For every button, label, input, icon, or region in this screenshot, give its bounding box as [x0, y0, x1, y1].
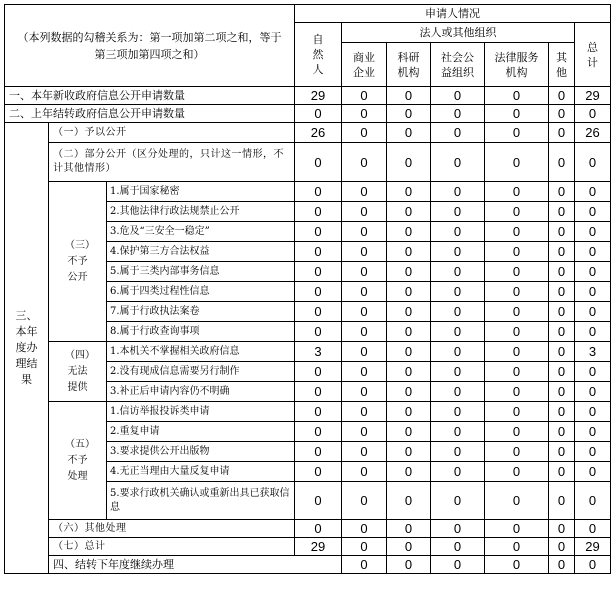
row-label: 4.无正当理由大量反复申请	[107, 462, 295, 482]
natural-person-header: 自然人	[295, 23, 342, 87]
table-row	[5, 538, 611, 556]
row-label: 8.属于行政查询事项	[107, 322, 295, 342]
value-cell: 0	[549, 362, 575, 382]
value-cell: 0	[342, 302, 387, 322]
table-row	[5, 520, 611, 538]
value-cell: 0	[575, 242, 611, 262]
value-cell: 0	[295, 382, 342, 402]
value-cell: 0	[549, 282, 575, 302]
value-cell: 0	[431, 556, 485, 574]
row-label: （二）部分公开（区分处理的，只计这一情形，不计其他情形）	[49, 143, 295, 182]
value-cell: 0	[431, 382, 485, 402]
value-cell: 0	[387, 322, 431, 342]
value-cell: 0	[485, 105, 549, 123]
value-cell: 0	[295, 482, 342, 520]
value-cell: 0	[549, 182, 575, 202]
value-cell: 0	[575, 182, 611, 202]
value-cell: 0	[485, 556, 549, 574]
value-cell: 0	[387, 442, 431, 462]
value-cell: 0	[387, 482, 431, 520]
value-cell: 0	[431, 87, 485, 105]
value-cell: 0	[342, 143, 387, 182]
value-cell: 0	[549, 202, 575, 222]
value-cell: 0	[295, 520, 342, 538]
value-cell: 0	[342, 422, 387, 442]
value-cell: 0	[342, 462, 387, 482]
value-cell: 0	[485, 202, 549, 222]
research-header: 科研机构	[387, 43, 431, 87]
value-cell: 0	[342, 402, 387, 422]
value-cell: 0	[549, 105, 575, 123]
value-cell: 0	[485, 462, 549, 482]
commercial-header: 商业企业	[342, 43, 387, 87]
value-cell: 0	[485, 342, 549, 362]
table-row	[5, 105, 611, 123]
row-label: （七）总计	[49, 538, 295, 556]
value-cell: 0	[485, 422, 549, 442]
table-row	[5, 402, 611, 422]
value-cell: 0	[295, 302, 342, 322]
row-label: 2.没有现成信息需要另行制作	[107, 362, 295, 382]
value-cell: 0	[342, 262, 387, 282]
value-cell: 0	[549, 538, 575, 556]
value-cell: 0	[485, 362, 549, 382]
value-cell: 0	[431, 422, 485, 442]
value-cell: 0	[549, 342, 575, 362]
value-cell: 0	[295, 242, 342, 262]
social-header: 社会公益组织	[431, 43, 485, 87]
table-row	[5, 87, 611, 105]
value-cell: 0	[485, 222, 549, 242]
value-cell: 0	[431, 322, 485, 342]
total-header: 总计	[575, 23, 611, 87]
value-cell: 0	[575, 143, 611, 182]
value-cell: 0	[387, 538, 431, 556]
row-label: 3.要求提供公开出版物	[107, 442, 295, 462]
value-cell: 0	[342, 442, 387, 462]
value-cell: 0	[431, 182, 485, 202]
value-cell: 29	[575, 538, 611, 556]
row-label: 2.其他法律行政法规禁止公开	[107, 202, 295, 222]
value-cell: 0	[295, 402, 342, 422]
value-cell: 0	[295, 362, 342, 382]
value-cell: 0	[295, 222, 342, 242]
value-cell: 0	[485, 123, 549, 143]
value-cell: 0	[575, 282, 611, 302]
value-cell: 0	[575, 422, 611, 442]
value-cell: 0	[549, 242, 575, 262]
value-cell: 0	[295, 442, 342, 462]
value-cell: 0	[485, 520, 549, 538]
value-cell: 0	[485, 262, 549, 282]
value-cell: 0	[575, 556, 611, 574]
row-label: 二、上年结转政府信息公开申请数量	[5, 105, 295, 123]
value-cell: 0	[295, 143, 342, 182]
legal-group-header: 法人或其他组织	[342, 23, 575, 43]
value-cell: 0	[549, 556, 575, 574]
value-cell: 0	[342, 362, 387, 382]
value-cell: 0	[295, 202, 342, 222]
value-cell: 3	[295, 342, 342, 362]
value-cell: 0	[387, 402, 431, 422]
value-cell: 0	[549, 422, 575, 442]
row-label: 3.补正后申请内容仍不明确	[107, 382, 295, 402]
table-row	[5, 123, 611, 143]
value-cell: 0	[431, 222, 485, 242]
value-cell: 0	[295, 462, 342, 482]
value-cell: 0	[295, 422, 342, 442]
value-cell: 0	[387, 422, 431, 442]
value-cell: 0	[549, 262, 575, 282]
table-row	[5, 342, 611, 362]
value-cell: 0	[342, 342, 387, 362]
value-cell: 0	[431, 302, 485, 322]
row-label: 3.危及“三安全一稳定”	[107, 222, 295, 242]
value-cell: 0	[549, 222, 575, 242]
value-cell: 0	[295, 322, 342, 342]
legal-service-header: 法律服务机构	[485, 43, 549, 87]
value-cell: 0	[575, 462, 611, 482]
value-cell: 0	[387, 262, 431, 282]
value-cell: 0	[485, 242, 549, 262]
table-row	[5, 143, 611, 182]
value-cell: 0	[387, 242, 431, 262]
value-cell: 0	[431, 520, 485, 538]
value-cell: 0	[295, 262, 342, 282]
value-cell: 29	[295, 538, 342, 556]
value-cell: 0	[549, 482, 575, 520]
value-cell: 0	[342, 282, 387, 302]
value-cell: 0	[342, 538, 387, 556]
value-cell: 0	[431, 143, 485, 182]
table-note: （本列数据的勾稽关系为：第一项加第二项之和，等于第三项加第四项之和）	[5, 5, 295, 87]
value-cell: 0	[431, 402, 485, 422]
value-cell: 0	[342, 556, 387, 574]
value-cell: 0	[431, 462, 485, 482]
value-cell: 0	[549, 442, 575, 462]
value-cell: 0	[575, 520, 611, 538]
value-cell: 0	[575, 442, 611, 462]
value-cell: 0	[485, 182, 549, 202]
value-cell: 0	[342, 105, 387, 123]
value-cell: 0	[387, 556, 431, 574]
value-cell: 0	[549, 302, 575, 322]
value-cell: 0	[295, 105, 342, 123]
value-cell: 0	[387, 462, 431, 482]
value-cell: 0	[387, 520, 431, 538]
group3-label: （三）不予公开	[49, 182, 107, 342]
value-cell: 0	[549, 520, 575, 538]
value-cell: 29	[575, 87, 611, 105]
value-cell: 0	[431, 262, 485, 282]
value-cell: 0	[485, 482, 549, 520]
value-cell: 0	[575, 202, 611, 222]
value-cell: 0	[295, 282, 342, 302]
value-cell: 0	[342, 182, 387, 202]
value-cell: 0	[549, 382, 575, 402]
table-row	[5, 556, 611, 574]
value-cell: 0	[342, 382, 387, 402]
value-cell: 0	[342, 322, 387, 342]
value-cell: 0	[485, 143, 549, 182]
value-cell: 0	[485, 282, 549, 302]
value-cell: 29	[295, 87, 342, 105]
value-cell: 0	[549, 322, 575, 342]
row-label: 5.要求行政机关确认或重新出具已获取信息	[107, 482, 295, 520]
row-label: 四、结转下年度继续办理	[49, 556, 342, 574]
value-cell: 0	[431, 123, 485, 143]
value-cell: 0	[387, 105, 431, 123]
value-cell: 0	[387, 123, 431, 143]
value-cell: 0	[342, 202, 387, 222]
value-cell: 0	[549, 87, 575, 105]
value-cell: 0	[342, 222, 387, 242]
value-cell: 0	[387, 182, 431, 202]
value-cell: 0	[485, 322, 549, 342]
value-cell: 0	[485, 302, 549, 322]
value-cell: 0	[549, 462, 575, 482]
value-cell: 0	[342, 242, 387, 262]
row-label: 1.信访举报投诉类申请	[107, 402, 295, 422]
value-cell: 0	[387, 143, 431, 182]
value-cell: 0	[387, 87, 431, 105]
row-label: 1.属于国家秘密	[107, 182, 295, 202]
group4-label: （四）无法提供	[49, 342, 107, 402]
value-cell: 0	[485, 87, 549, 105]
row-label: 4.保护第三方合法权益	[107, 242, 295, 262]
value-cell: 0	[387, 282, 431, 302]
value-cell: 0	[485, 442, 549, 462]
value-cell: 0	[387, 202, 431, 222]
value-cell: 3	[575, 342, 611, 362]
value-cell: 0	[342, 482, 387, 520]
value-cell: 0	[342, 520, 387, 538]
value-cell: 26	[575, 123, 611, 143]
value-cell: 0	[575, 362, 611, 382]
value-cell: 0	[431, 282, 485, 302]
value-cell: 0	[575, 302, 611, 322]
value-cell: 0	[549, 143, 575, 182]
value-cell: 0	[387, 222, 431, 242]
row-label: 1.本机关不掌握相关政府信息	[107, 342, 295, 362]
value-cell: 0	[431, 482, 485, 520]
value-cell: 0	[342, 87, 387, 105]
value-cell: 0	[549, 402, 575, 422]
value-cell: 0	[485, 382, 549, 402]
row-label: 5.属于三类内部事务信息	[107, 262, 295, 282]
value-cell: 0	[575, 222, 611, 242]
section3-label: 三、本年度办理结果	[5, 123, 49, 574]
row-label: 一、本年新收政府信息公开申请数量	[5, 87, 295, 105]
row-label: 7.属于行政执法案卷	[107, 302, 295, 322]
value-cell: 0	[295, 182, 342, 202]
row-label: 6.属于四类过程性信息	[107, 282, 295, 302]
value-cell: 26	[295, 123, 342, 143]
value-cell: 0	[431, 362, 485, 382]
value-cell: 0	[387, 362, 431, 382]
value-cell: 0	[485, 402, 549, 422]
value-cell: 0	[431, 538, 485, 556]
table-row	[5, 182, 611, 202]
value-cell: 0	[575, 322, 611, 342]
other-header: 其他	[549, 43, 575, 87]
value-cell: 0	[431, 202, 485, 222]
value-cell: 0	[431, 105, 485, 123]
row-label: （六）其他处理	[49, 520, 295, 538]
gov-info-disclosure-table	[4, 4, 611, 574]
value-cell: 0	[431, 442, 485, 462]
value-cell: 0	[575, 105, 611, 123]
value-cell: 0	[387, 382, 431, 402]
row-label: 2.重复申请	[107, 422, 295, 442]
value-cell: 0	[485, 538, 549, 556]
value-cell: 0	[387, 302, 431, 322]
value-cell: 0	[431, 342, 485, 362]
value-cell: 0	[549, 123, 575, 143]
value-cell: 0	[342, 123, 387, 143]
applicant-header: 申请人情况	[295, 5, 611, 23]
value-cell: 0	[431, 242, 485, 262]
group5-label: （五）不予处理	[49, 402, 107, 520]
value-cell: 0	[387, 342, 431, 362]
value-cell: 0	[575, 482, 611, 520]
value-cell: 0	[575, 382, 611, 402]
row-label: （一）予以公开	[49, 123, 295, 143]
value-cell: 0	[575, 402, 611, 422]
value-cell: 0	[575, 262, 611, 282]
